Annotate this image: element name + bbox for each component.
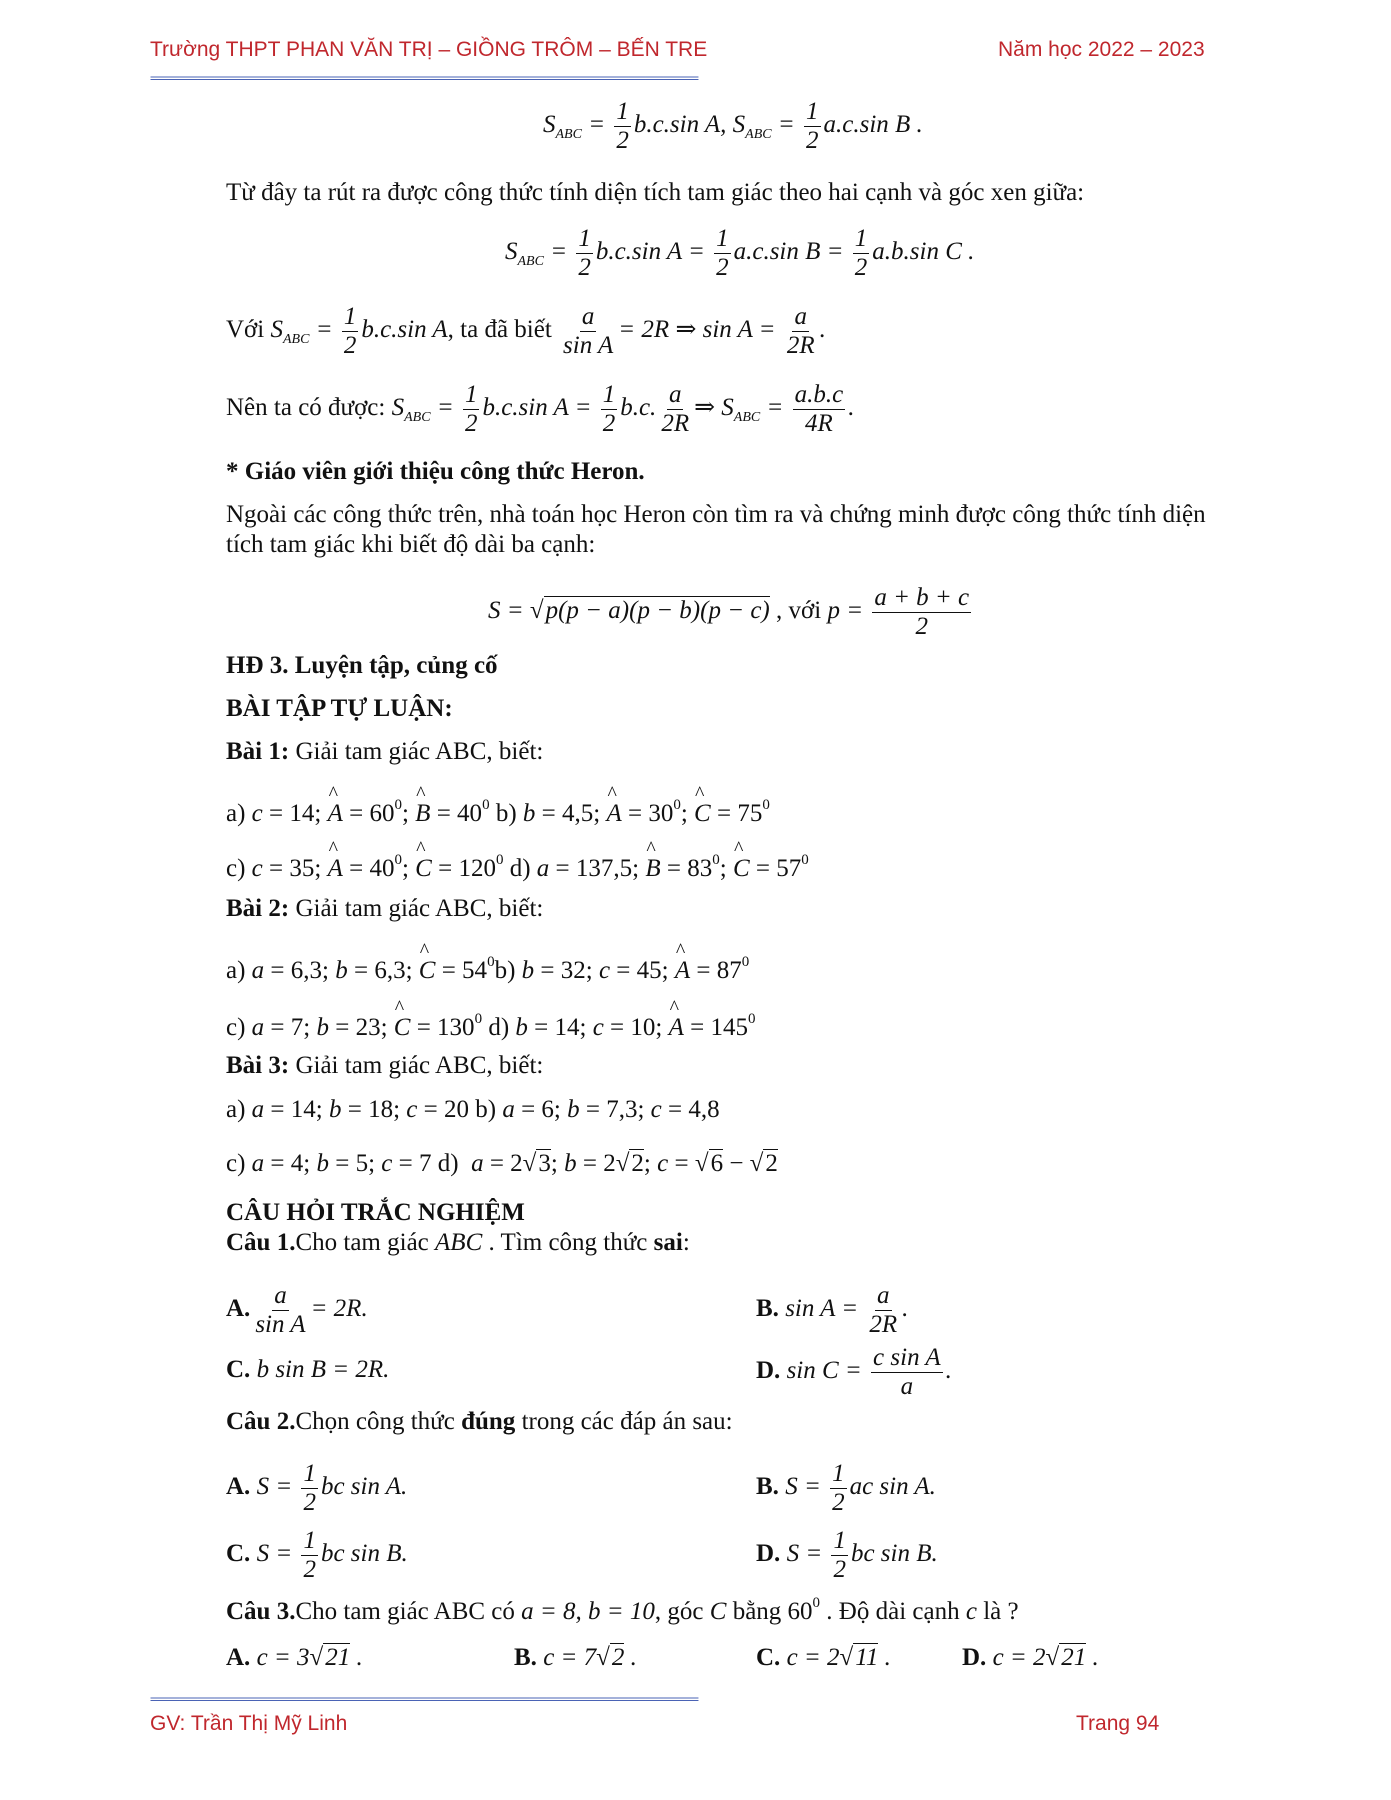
footer-rule: ============================================================================================== [150,1693,698,1705]
q3-option-d[interactable]: D. c = 2√21 . [962,1644,1099,1671]
bai1-cd: c) c = 35; ^ $A = 40^0$; ^ $C = 120^0$ d) a = 137,5; ^ $B = 83^0$; ^ $C = 57^0$ [226,845,809,884]
hd3-heading: HĐ 3. Luyện tập, củng cố [226,652,498,679]
formula-area-sin: $S_{ABC}$ = $\frac{1}{2}$ b.c.sin A, $S_{ABC}$ = $\frac{1}{2}$ a.c.sin B . [543,98,923,154]
q2-option-c[interactable]: C. S = $\frac{1}{2}$ bc sin B. [226,1527,408,1583]
bai1-heading: Bài 1: Giải tam giác ABC, biết: [226,738,544,765]
bai1-ab: a) c = 14; ^ $A = 60^0$; ^ $B = 40^0$ b) b = 4,5; ^ $A = 30^0$; ^ $C = 75^0$ [226,790,770,829]
heron-line-1: Ngoài các công thức trên, nhà toán học Heron còn tìm ra và chứng minh được công thức tính diện [226,501,1206,528]
header-rule: ============================================================================================== [150,72,698,84]
school-name: Trường THPT PHAN VĂN TRỊ – GIỒNG TRÔM – BẾN TRE [150,38,708,61]
formula-area-three: $S_{ABC}$ = $\frac{1}{2}$ b.c.sin A = $\frac{1}{2}$ a.c.sin B = $\frac{1}{2}$ a.b.sin C . [505,225,975,281]
page-number: Trang 94 [1076,1712,1160,1735]
essay-title: BÀI TẬP TỰ LUẬN: [226,695,453,722]
q1-text: Câu 1.Cho tam giác ABC . Tìm công thức sai: [226,1229,690,1256]
q2-text: Câu 2.Chọn công thức đúng trong các đáp án sau: [226,1408,733,1435]
bai2-heading: Bài 2: Giải tam giác ABC, biết: [226,895,544,922]
bai3-cd: c) a = 4; b = 5; c = 7 d) a = 2√3; b = 2√2; c = √6 − √2 [226,1150,778,1177]
q1-option-d[interactable]: D. sin C = $\frac{\text{c sin A}}{a}$ . [756,1344,952,1400]
bai3-ab: a) a = 14; b = 18; c = 20 b) a = 6; b = 7,3; c = 4,8 [226,1096,720,1123]
bai2-ab: a) a = 6,3; b = 6,3; ^ $C = 54^0b$) b = 32; c = 45; ^ $A = 87^0$ [226,947,749,986]
so-line: Nên ta có được: $S_{ABC}$ = $\frac{1}{2}$ b.c.sin A = $\frac{1}{2}$ b.c. $\frac{a}{2R}$ ⇒ $S_{ABC}$ = $\frac{a.b.c}{4R}$ . [226,381,855,437]
q3-option-a[interactable]: A. c = 3√21 . [226,1644,363,1671]
heron-heading: * Giáo viên giới thiệu công thức Heron. [226,458,645,485]
q2-option-a[interactable]: A. S = $\frac{1}{2}$ bc sin A. [226,1460,408,1516]
q1-option-a[interactable]: A. $\frac{a}{\text{sin A}}$ = 2R. [226,1282,368,1338]
bai3-heading: Bài 3: Giải tam giác ABC, biết: [226,1052,544,1079]
q2-option-b[interactable]: B. S = $\frac{1}{2}$ ac sin A. [756,1460,936,1516]
intro-paragraph: Từ đây ta rút ra được công thức tính diện tích tam giác theo hai cạnh và góc xen giữa: [226,179,1085,206]
bai2-cd: c) a = 7; b = 23; ^ $C = 130^0$ d) b = 14; c = 10; ^ $A = 145^0$ [226,1004,755,1043]
with-line: Với $S_{ABC}$ = $\frac{1}{2}$ b.c.sin A, ta đã biết $\frac{a}{\text{sin A}}$ = 2R ⇒ sin A = $\frac{a}{2R}$ . [226,303,826,359]
q3-option-c[interactable]: C. c = 2√11 . [756,1644,891,1671]
q1-option-c[interactable]: C. b sin B = 2R. [226,1356,390,1383]
q1-option-b[interactable]: B. sin A = $\frac{a}{2R}$ . [756,1282,909,1338]
mcq-title: CÂU HỎI TRẮC NGHIỆM [226,1199,525,1226]
teacher-name: GV: Trần Thị Mỹ Linh [150,1712,348,1735]
q3-text: Câu 3.Cho tam giác ABC có a = 8, b = 10, góc C bằng $60^0$ . Độ dài cạnh c là ? [226,1595,1019,1625]
heron-formula: S = √p(p − a)(p − b)(p − c) , với p = $\frac{a + b + c}{2}$ [488,584,970,640]
heron-line-2: tích tam giác khi biết độ dài ba cạnh: [226,531,596,558]
q3-option-b[interactable]: B. c = 7√2 . [514,1644,637,1671]
school-year: Năm học 2022 – 2023 [998,38,1205,61]
q2-option-d[interactable]: D. S = $\frac{1}{2}$ bc sin B. [756,1527,938,1583]
